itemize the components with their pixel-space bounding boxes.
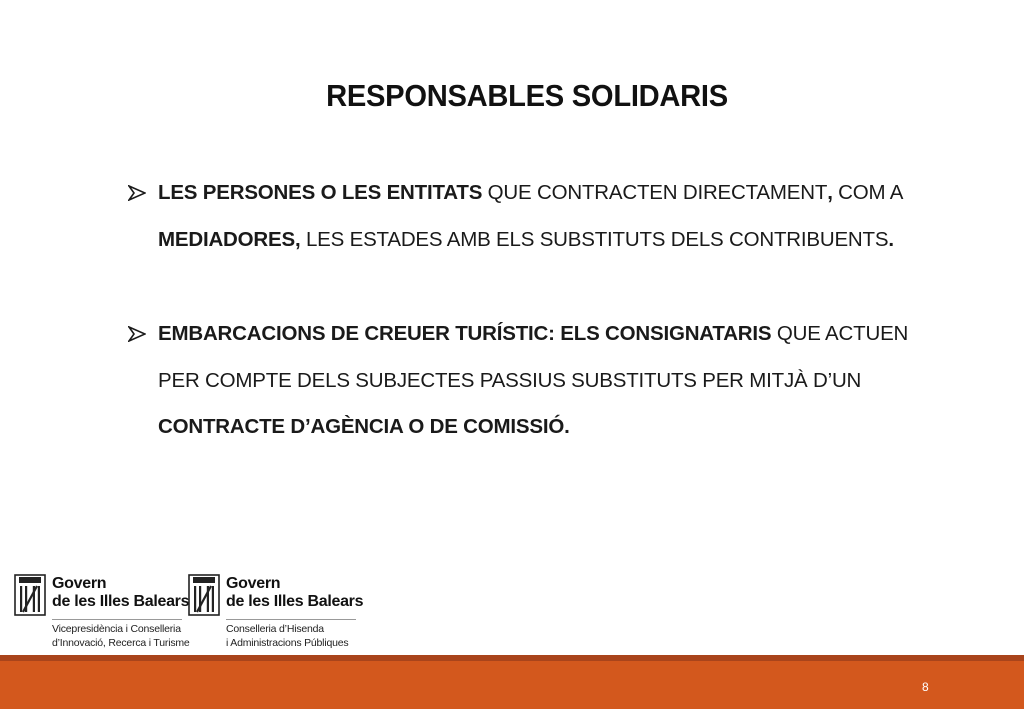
logo-divider [52,619,182,620]
balearic-shield-icon [188,574,220,616]
bullet-segment: COM A [832,181,903,204]
logo-department [226,622,348,650]
bullet-segment: QUE CONTRACTEN DIRECTAMENT [482,181,828,204]
bullet-text [158,181,902,251]
bullet-list [128,170,928,451]
bullet-segment: , [827,181,833,204]
bullet-segment: EMBARCACIONS DE CREUER TURÍSTIC: ELS CONSIGNATARIS [158,322,772,345]
logo-divider [226,619,356,620]
bullet-item [128,170,928,263]
logo-name-line2: de les Illes Balears [52,593,190,610]
logo-name-line2: de les Illes Balears [226,593,364,610]
bullet-segment: MEDIADORES, [158,227,301,251]
logo-name-line1: Govern [52,575,107,592]
bullet-segment: LES PERSONES O LES ENTITATS [158,181,483,204]
logo-dept-line2: i Administracions Públiques [226,637,349,649]
logo-name [226,575,363,611]
arrow-bullet-icon [128,326,146,342]
logo-department [52,622,190,650]
logo-dept-line1: Conselleria d’Hisenda [226,623,324,635]
logo-name [52,575,189,611]
logo-dept-line2: d’Innovació, Recerca i Turisme [52,637,190,649]
arrow-bullet-icon [128,185,146,201]
bullet-segment: LES ESTADES AMB ELS SUBSTITUTS DELS CONTRIBUENTS [300,227,889,251]
slide-title: RESPONSABLES SOLIDARIS [326,78,728,113]
footer-band [0,661,1024,709]
logo-name-line1: Govern [226,575,281,592]
footer-logos [0,570,420,658]
bullet-segment: . [888,227,894,251]
bullet-segment: CONTRACTE D’AGÈNCIA O DE COMISSIÓ. [158,415,570,438]
page-number: 8 [922,680,929,694]
bullet-item [128,311,928,451]
logo-dept-line1: Vicepresidència i Conselleria [52,623,181,635]
balearic-shield-icon [14,574,46,616]
bullet-text [158,322,908,438]
bullet-segment: QUE ACTUEN PER COMPTE DELS SUBJECTES PASSIUS SUBSTITUTS PER MITJÀ D’UN [158,322,909,392]
